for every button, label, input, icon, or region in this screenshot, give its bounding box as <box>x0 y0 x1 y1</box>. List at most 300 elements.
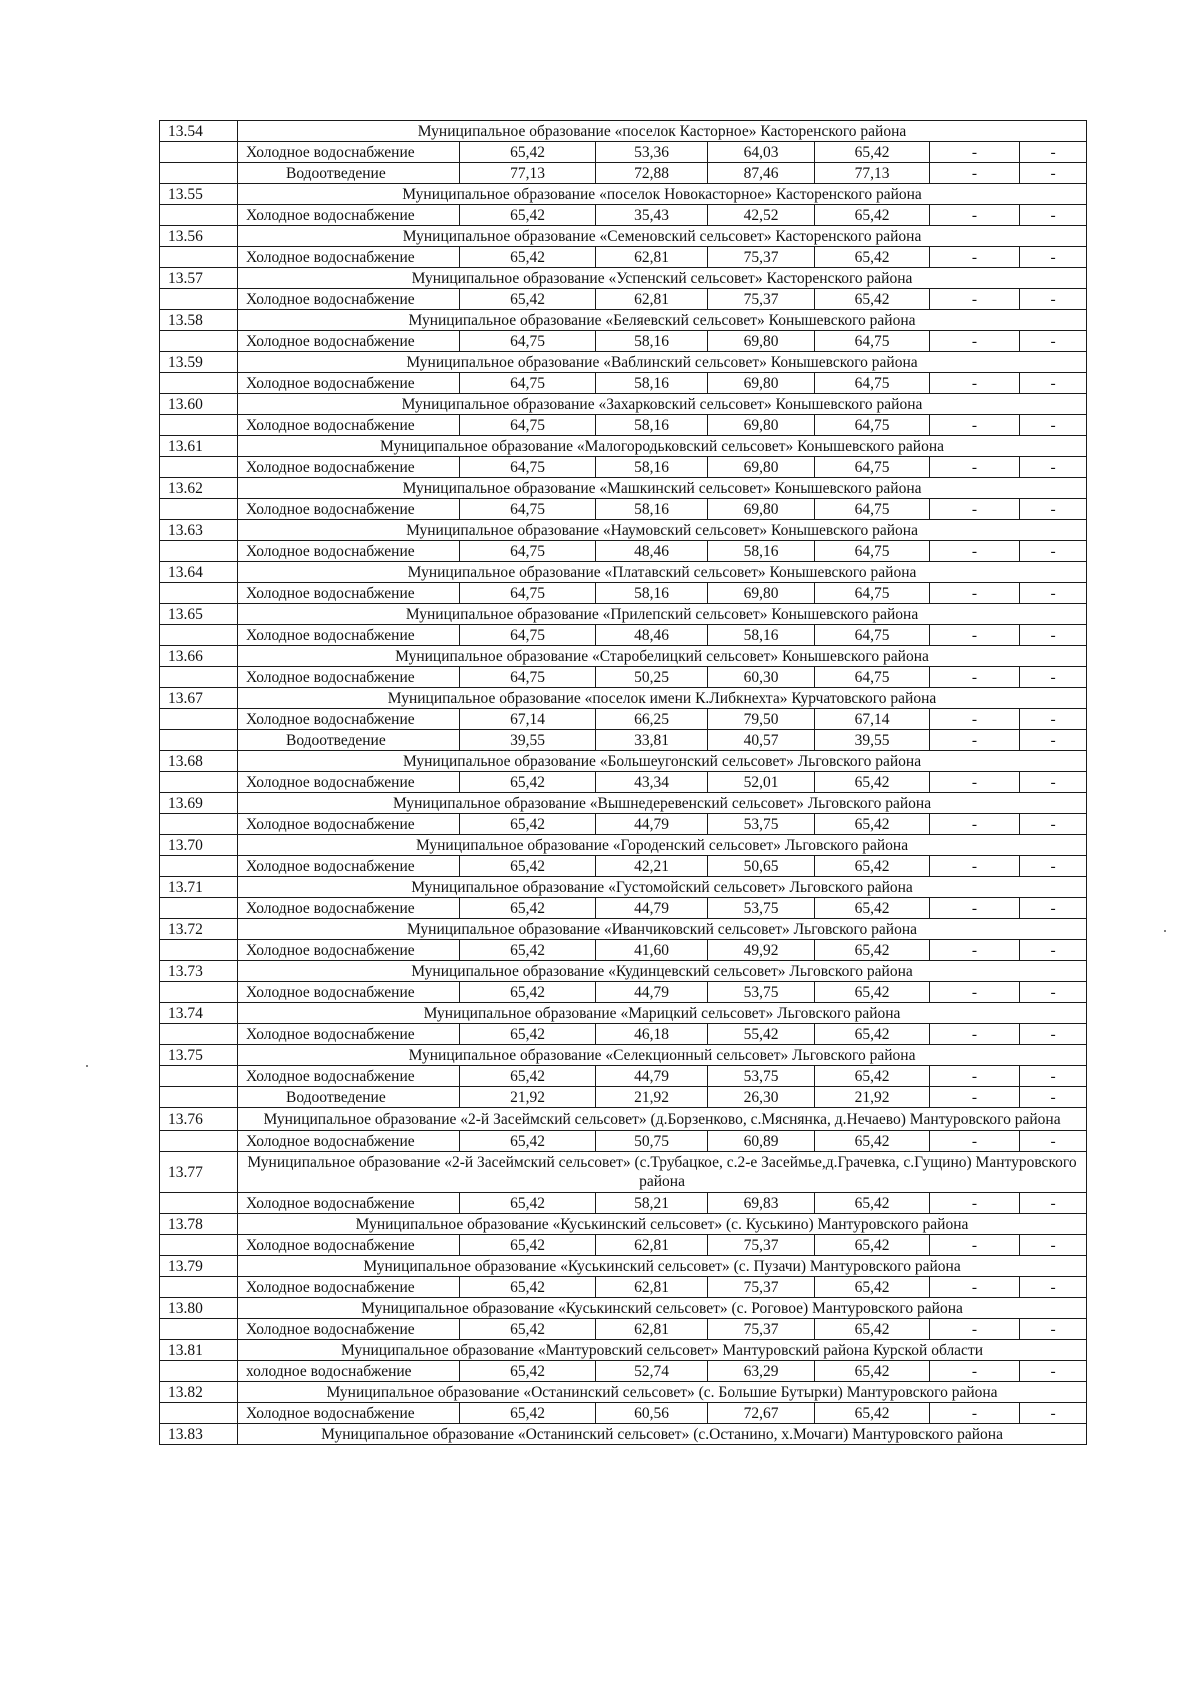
tariff-value: 65,42 <box>460 1403 596 1424</box>
tariff-row <box>160 814 1087 835</box>
tariff-value: 65,42 <box>815 1024 930 1045</box>
tariff-value: 65,42 <box>815 1131 930 1152</box>
tariff-row <box>160 982 1087 1003</box>
section-title: Муниципальное образование «Малогородьковский сельсовет» Конышевского района <box>238 436 1087 457</box>
section-header-row <box>160 1152 1087 1193</box>
tariff-value: 21,92 <box>815 1087 930 1108</box>
service-name: Холодное водоснабжение <box>238 982 460 1003</box>
tariff-value: - <box>930 541 1020 562</box>
row-number-cell <box>160 142 238 163</box>
section-title: Муниципальное образование «Платавский сельсовет» Конышевского района <box>238 562 1087 583</box>
row-number-cell <box>160 814 238 835</box>
row-number-cell <box>160 1024 238 1045</box>
tariff-value: 65,42 <box>815 1235 930 1256</box>
section-header-row <box>160 1382 1087 1403</box>
row-number-cell <box>160 1131 238 1152</box>
service-name: Холодное водоснабжение <box>238 1131 460 1152</box>
section-number: 13.73 <box>160 961 238 982</box>
tariff-value: 64,75 <box>815 373 930 394</box>
row-number-cell <box>160 982 238 1003</box>
tariff-row <box>160 1403 1087 1424</box>
tariff-value: - <box>930 142 1020 163</box>
tariff-value: - <box>930 814 1020 835</box>
tariff-value: 77,13 <box>815 163 930 184</box>
section-title: Муниципальное образование «2-й Засеймский сельсовет» (д.Борзенково, с.Мяснянка, д.Нечаево) Мантуровского района <box>238 1108 1087 1131</box>
tariff-row <box>160 415 1087 436</box>
section-number: 13.57 <box>160 268 238 289</box>
service-name: Холодное водоснабжение <box>238 541 460 562</box>
tariff-value: 64,75 <box>460 541 596 562</box>
tariff-value: - <box>1020 289 1087 310</box>
section-title: Муниципальное образование «Куськинский сельсовет» (с. Роговое) Мантуровского района <box>238 1298 1087 1319</box>
tariff-value: 65,42 <box>815 856 930 877</box>
tariff-value: 53,75 <box>708 898 815 919</box>
section-number: 13.56 <box>160 226 238 247</box>
tariff-value: 65,42 <box>815 1066 930 1087</box>
section-number: 13.69 <box>160 793 238 814</box>
tariff-value: 48,46 <box>596 541 708 562</box>
tariff-value: 65,42 <box>460 205 596 226</box>
tariff-value: - <box>1020 1066 1087 1087</box>
section-title: Муниципальное образование «Останинский сельсовет» (с.Останино, х.Мочаги) Мантуровского района <box>238 1424 1087 1445</box>
section-header-row <box>160 751 1087 772</box>
service-name: Холодное водоснабжение <box>238 457 460 478</box>
tariff-row <box>160 373 1087 394</box>
section-title: Муниципальное образование «Мантуровский сельсовет» Мантуровский района Курской области <box>238 1340 1087 1361</box>
tariff-value: - <box>1020 1024 1087 1045</box>
tariff-row <box>160 541 1087 562</box>
row-number-cell <box>160 1235 238 1256</box>
row-number-cell <box>160 331 238 352</box>
section-number: 13.54 <box>160 121 238 142</box>
section-header-row <box>160 1298 1087 1319</box>
service-name: Холодное водоснабжение <box>238 1403 460 1424</box>
tariff-value: - <box>1020 1277 1087 1298</box>
tariff-row <box>160 1066 1087 1087</box>
tariff-row <box>160 940 1087 961</box>
tariff-value: - <box>1020 163 1087 184</box>
section-header-row <box>160 394 1087 415</box>
section-number: 13.82 <box>160 1382 238 1403</box>
section-header-row <box>160 961 1087 982</box>
tariff-value: 65,42 <box>815 1193 930 1214</box>
section-number: 13.58 <box>160 310 238 331</box>
service-name: Водоотведение <box>238 1087 460 1108</box>
tariff-value: 26,30 <box>708 1087 815 1108</box>
section-title: Муниципальное образование «Иванчиковский сельсовет» Льговского района <box>238 919 1087 940</box>
tariff-value: - <box>930 499 1020 520</box>
section-number: 13.66 <box>160 646 238 667</box>
tariff-value: 65,42 <box>815 940 930 961</box>
tariff-value: 64,03 <box>708 142 815 163</box>
service-name: Холодное водоснабжение <box>238 1319 460 1340</box>
tariff-value: - <box>1020 415 1087 436</box>
tariff-value: - <box>1020 709 1087 730</box>
tariff-value: - <box>1020 814 1087 835</box>
section-number: 13.64 <box>160 562 238 583</box>
row-number-cell <box>160 1361 238 1382</box>
scan-speck <box>1164 930 1166 932</box>
tariff-value: 65,42 <box>815 814 930 835</box>
section-title: Муниципальное образование «Машкинский сельсовет» Конышевского района <box>238 478 1087 499</box>
tariff-value: 58,16 <box>596 373 708 394</box>
tariff-value: 65,42 <box>460 1066 596 1087</box>
service-name: Холодное водоснабжение <box>238 1235 460 1256</box>
tariff-value: 65,42 <box>460 814 596 835</box>
tariff-value: - <box>930 898 1020 919</box>
tariff-value: - <box>930 982 1020 1003</box>
tariff-value: - <box>1020 1319 1087 1340</box>
tariff-row <box>160 1277 1087 1298</box>
tariff-value: 58,16 <box>708 625 815 646</box>
section-number: 13.68 <box>160 751 238 772</box>
tariff-value: 58,16 <box>708 541 815 562</box>
section-header-row <box>160 646 1087 667</box>
tariff-value: 67,14 <box>460 709 596 730</box>
tariff-row <box>160 1087 1087 1108</box>
tariff-value: - <box>930 940 1020 961</box>
tariff-row <box>160 1024 1087 1045</box>
service-name: Холодное водоснабжение <box>238 415 460 436</box>
tariff-value: - <box>1020 898 1087 919</box>
tariff-value: - <box>1020 373 1087 394</box>
service-name: Холодное водоснабжение <box>238 142 460 163</box>
tariff-row <box>160 583 1087 604</box>
tariff-value: - <box>930 667 1020 688</box>
service-name: Холодное водоснабжение <box>238 667 460 688</box>
service-name: Холодное водоснабжение <box>238 814 460 835</box>
tariff-value: - <box>1020 1087 1087 1108</box>
section-number: 13.72 <box>160 919 238 940</box>
tariff-value: 50,25 <box>596 667 708 688</box>
tariff-value: - <box>1020 331 1087 352</box>
section-number: 13.62 <box>160 478 238 499</box>
tariff-value: - <box>1020 205 1087 226</box>
tariff-value: 69,80 <box>708 331 815 352</box>
tariff-value: 72,67 <box>708 1403 815 1424</box>
tariff-row <box>160 1235 1087 1256</box>
section-header-row <box>160 1214 1087 1235</box>
tariff-value: 87,46 <box>708 163 815 184</box>
tariff-value: 65,42 <box>460 982 596 1003</box>
row-number-cell <box>160 1066 238 1087</box>
tariff-value: 65,42 <box>815 898 930 919</box>
row-number-cell <box>160 1403 238 1424</box>
section-number: 13.74 <box>160 1003 238 1024</box>
tariff-value: 60,56 <box>596 1403 708 1424</box>
tariff-value: 75,37 <box>708 1235 815 1256</box>
service-name: Холодное водоснабжение <box>238 898 460 919</box>
row-number-cell <box>160 163 238 184</box>
service-name: Водоотведение <box>238 163 460 184</box>
tariff-value: - <box>1020 142 1087 163</box>
section-header-row <box>160 268 1087 289</box>
section-header-row <box>160 835 1087 856</box>
section-title: Муниципальное образование «Ваблинский сельсовет» Конышевского района <box>238 352 1087 373</box>
section-title: Муниципальное образование «Захарковский сельсовет» Конышевского района <box>238 394 1087 415</box>
tariff-row <box>160 1361 1087 1382</box>
section-number: 13.60 <box>160 394 238 415</box>
tariff-value: 44,79 <box>596 898 708 919</box>
tariff-value: 63,29 <box>708 1361 815 1382</box>
tariff-value: 53,75 <box>708 982 815 1003</box>
tariff-value: - <box>1020 1403 1087 1424</box>
tariff-value: 75,37 <box>708 289 815 310</box>
service-name: Холодное водоснабжение <box>238 856 460 877</box>
scan-speck <box>86 1065 88 1067</box>
service-name: Холодное водоснабжение <box>238 247 460 268</box>
row-number-cell <box>160 1319 238 1340</box>
section-title: Муниципальное образование «Кудинцевский сельсовет» Льговского района <box>238 961 1087 982</box>
tariff-value: - <box>930 457 1020 478</box>
tariff-value: 75,37 <box>708 247 815 268</box>
service-name: Водоотведение <box>238 730 460 751</box>
tariff-value: - <box>1020 1193 1087 1214</box>
tariff-value: 65,42 <box>815 982 930 1003</box>
section-header-row <box>160 1045 1087 1066</box>
tariff-value: 58,21 <box>596 1193 708 1214</box>
service-name: Холодное водоснабжение <box>238 583 460 604</box>
tariff-value: - <box>930 1319 1020 1340</box>
tariff-row <box>160 625 1087 646</box>
tariff-value: - <box>1020 730 1087 751</box>
tariff-value: - <box>1020 247 1087 268</box>
row-number-cell <box>160 499 238 520</box>
tariff-value: 52,74 <box>596 1361 708 1382</box>
tariff-value: 64,75 <box>815 541 930 562</box>
section-number: 13.77 <box>160 1152 238 1193</box>
tariff-table-body <box>160 121 1087 1445</box>
row-number-cell <box>160 1277 238 1298</box>
tariff-value: - <box>930 583 1020 604</box>
tariff-value: 60,89 <box>708 1131 815 1152</box>
tariff-row <box>160 163 1087 184</box>
service-name: холодное водоснабжение <box>238 1361 460 1382</box>
row-number-cell <box>160 1087 238 1108</box>
tariff-value: - <box>930 1066 1020 1087</box>
row-number-cell <box>160 583 238 604</box>
tariff-value: 75,37 <box>708 1319 815 1340</box>
section-header-row <box>160 436 1087 457</box>
tariff-row <box>160 856 1087 877</box>
section-number: 13.70 <box>160 835 238 856</box>
tariff-value: 69,80 <box>708 499 815 520</box>
tariff-value: 21,92 <box>596 1087 708 1108</box>
tariff-value: 65,42 <box>815 289 930 310</box>
section-title: Муниципальное образование «Прилепский сельсовет» Конышевского района <box>238 604 1087 625</box>
tariff-value: 62,81 <box>596 247 708 268</box>
tariff-value: 66,25 <box>596 709 708 730</box>
tariff-value: 43,34 <box>596 772 708 793</box>
tariff-value: 58,16 <box>596 331 708 352</box>
tariff-value: 64,75 <box>815 667 930 688</box>
tariff-value: - <box>1020 457 1087 478</box>
tariff-row <box>160 1319 1087 1340</box>
tariff-value: 58,16 <box>596 457 708 478</box>
tariff-value: 77,13 <box>460 163 596 184</box>
section-header-row <box>160 520 1087 541</box>
service-name: Холодное водоснабжение <box>238 331 460 352</box>
section-header-row <box>160 1108 1087 1131</box>
tariff-value: 64,75 <box>815 457 930 478</box>
tariff-value: - <box>1020 772 1087 793</box>
tariff-value: - <box>1020 940 1087 961</box>
tariff-value: 65,42 <box>815 247 930 268</box>
section-number: 13.78 <box>160 1214 238 1235</box>
tariff-value: 69,80 <box>708 415 815 436</box>
section-header-row <box>160 184 1087 205</box>
tariff-row <box>160 142 1087 163</box>
section-number: 13.65 <box>160 604 238 625</box>
section-title: Муниципальное образование «поселок имени К.Либкнехта» Курчатовского района <box>238 688 1087 709</box>
section-header-row <box>160 310 1087 331</box>
tariff-value: 65,42 <box>815 1403 930 1424</box>
tariff-value: 69,80 <box>708 457 815 478</box>
tariff-value: 53,75 <box>708 814 815 835</box>
tariff-row <box>160 205 1087 226</box>
tariff-value: - <box>930 1193 1020 1214</box>
service-name: Холодное водоснабжение <box>238 940 460 961</box>
tariff-row <box>160 1193 1087 1214</box>
section-header-row <box>160 121 1087 142</box>
tariff-value: 64,75 <box>460 583 596 604</box>
tariff-value: - <box>930 856 1020 877</box>
tariff-table <box>159 120 1087 1445</box>
tariff-value: - <box>930 772 1020 793</box>
section-title: Муниципальное образование «Куськинский сельсовет» (с. Куськино) Мантуровского района <box>238 1214 1087 1235</box>
section-header-row <box>160 604 1087 625</box>
row-number-cell <box>160 1193 238 1214</box>
tariff-value: - <box>930 1087 1020 1108</box>
tariff-value: 65,42 <box>815 1319 930 1340</box>
tariff-value: 50,75 <box>596 1131 708 1152</box>
tariff-value: 42,52 <box>708 205 815 226</box>
tariff-row <box>160 898 1087 919</box>
tariff-value: 44,79 <box>596 814 708 835</box>
tariff-value: - <box>1020 499 1087 520</box>
section-number: 13.79 <box>160 1256 238 1277</box>
tariff-value: 58,16 <box>596 583 708 604</box>
section-number: 13.80 <box>160 1298 238 1319</box>
tariff-value: 64,75 <box>815 625 930 646</box>
tariff-row <box>160 709 1087 730</box>
service-name: Холодное водоснабжение <box>238 205 460 226</box>
section-title: Муниципальное образование «Вышнедеревенский сельсовет» Льговского района <box>238 793 1087 814</box>
section-title: Муниципальное образование «Густомойский сельсовет» Льговского района <box>238 877 1087 898</box>
tariff-value: - <box>1020 1361 1087 1382</box>
tariff-value: - <box>930 415 1020 436</box>
tariff-value: 65,42 <box>815 142 930 163</box>
tariff-value: - <box>930 709 1020 730</box>
tariff-value: 52,01 <box>708 772 815 793</box>
tariff-value: - <box>1020 1131 1087 1152</box>
service-name: Холодное водоснабжение <box>238 1277 460 1298</box>
tariff-value: 64,75 <box>460 373 596 394</box>
section-title: Муниципальное образование «Городенский сельсовет» Льговского района <box>238 835 1087 856</box>
tariff-value: 65,42 <box>460 898 596 919</box>
tariff-value: - <box>1020 667 1087 688</box>
section-title: Муниципальное образование «Беляевский сельсовет» Конышевского района <box>238 310 1087 331</box>
service-name: Холодное водоснабжение <box>238 625 460 646</box>
tariff-value: 65,42 <box>460 1193 596 1214</box>
section-header-row <box>160 562 1087 583</box>
tariff-value: 65,42 <box>460 247 596 268</box>
row-number-cell <box>160 415 238 436</box>
tariff-value: 40,57 <box>708 730 815 751</box>
tariff-value: 64,75 <box>815 583 930 604</box>
tariff-value: 62,81 <box>596 289 708 310</box>
row-number-cell <box>160 457 238 478</box>
tariff-value: - <box>930 1361 1020 1382</box>
tariff-value: 39,55 <box>460 730 596 751</box>
section-title: Муниципальное образование «Старобелицкий сельсовет» Конышевского района <box>238 646 1087 667</box>
section-header-row <box>160 1424 1087 1445</box>
tariff-value: - <box>930 163 1020 184</box>
section-title: Муниципальное образование «Останинский сельсовет» (с. Большие Бутырки) Мантуровского района <box>238 1382 1087 1403</box>
tariff-value: - <box>930 1024 1020 1045</box>
tariff-row <box>160 289 1087 310</box>
tariff-value: 64,75 <box>460 415 596 436</box>
tariff-value: - <box>1020 856 1087 877</box>
section-header-row <box>160 1256 1087 1277</box>
service-name: Холодное водоснабжение <box>238 1066 460 1087</box>
tariff-value: 62,81 <box>596 1319 708 1340</box>
tariff-value: 64,75 <box>460 331 596 352</box>
row-number-cell <box>160 730 238 751</box>
tariff-value: 65,42 <box>460 289 596 310</box>
section-number: 13.81 <box>160 1340 238 1361</box>
section-header-row <box>160 352 1087 373</box>
tariff-value: - <box>930 331 1020 352</box>
tariff-value: - <box>930 1131 1020 1152</box>
service-name: Холодное водоснабжение <box>238 1193 460 1214</box>
service-name: Холодное водоснабжение <box>238 499 460 520</box>
tariff-value: - <box>930 730 1020 751</box>
service-name: Холодное водоснабжение <box>238 709 460 730</box>
tariff-value: 65,42 <box>460 772 596 793</box>
row-number-cell <box>160 898 238 919</box>
section-header-row <box>160 478 1087 499</box>
tariff-value: 64,75 <box>460 457 596 478</box>
tariff-value: - <box>930 1235 1020 1256</box>
tariff-row <box>160 772 1087 793</box>
tariff-value: 62,81 <box>596 1277 708 1298</box>
tariff-row <box>160 730 1087 751</box>
section-title: Муниципальное образование «Наумовский сельсовет» Конышевского района <box>238 520 1087 541</box>
tariff-value: 35,43 <box>596 205 708 226</box>
tariff-value: 44,79 <box>596 1066 708 1087</box>
tariff-value: 64,75 <box>815 331 930 352</box>
tariff-value: 65,42 <box>460 1131 596 1152</box>
row-number-cell <box>160 541 238 562</box>
tariff-value: 64,75 <box>815 499 930 520</box>
row-number-cell <box>160 772 238 793</box>
section-number: 13.76 <box>160 1108 238 1131</box>
tariff-value: 42,21 <box>596 856 708 877</box>
tariff-value: 48,46 <box>596 625 708 646</box>
tariff-row <box>160 1131 1087 1152</box>
tariff-value: 65,42 <box>815 205 930 226</box>
tariff-value: 65,42 <box>460 142 596 163</box>
row-number-cell <box>160 940 238 961</box>
tariff-value: 39,55 <box>815 730 930 751</box>
section-title: Муниципальное образование «Успенский сельсовет» Касторенского района <box>238 268 1087 289</box>
row-number-cell <box>160 373 238 394</box>
tariff-value: 50,65 <box>708 856 815 877</box>
tariff-value: 69,80 <box>708 583 815 604</box>
tariff-value: - <box>1020 541 1087 562</box>
tariff-value: - <box>930 625 1020 646</box>
